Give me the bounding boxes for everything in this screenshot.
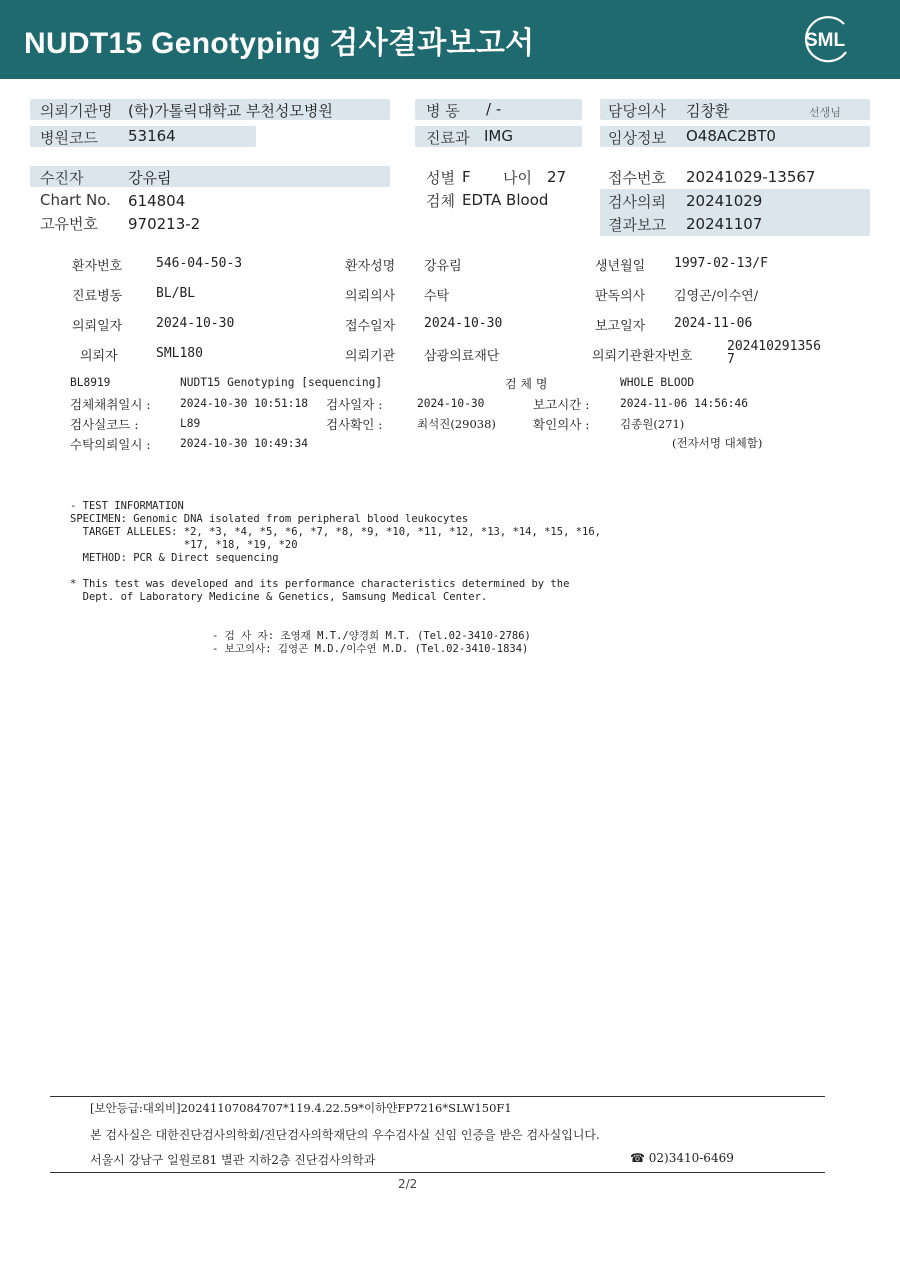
consign-value: 2024-10-30 10:49:34 — [180, 437, 308, 450]
institution-value: (학)가톨릭대학교 부천성모병원 — [128, 102, 333, 120]
org-pt-no-label: 의뢰기관환자번호 — [592, 349, 693, 364]
org-pt-no-value-1: 202410291356 — [727, 339, 821, 354]
confirm-doc-value: 김종원(271) — [620, 417, 685, 431]
consign-label: 수탁의뢰일시 : — [70, 437, 151, 452]
report-value: 20241107 — [686, 215, 763, 233]
clinical-label: 임상정보 — [608, 129, 666, 147]
rpt-date-value: 2024-11-06 — [674, 316, 753, 331]
ward-label: 병 동 — [426, 102, 460, 120]
receipt-label: 접수번호 — [608, 169, 666, 187]
report-header — [0, 0, 900, 79]
age-label: 나이 — [503, 169, 532, 187]
footer-bottom-rule — [50, 1172, 825, 1173]
svg-text:SML: SML — [804, 30, 846, 51]
patient-label: 수진자 — [40, 169, 84, 187]
footer-top-rule — [50, 1096, 825, 1097]
rcv-date-value: 2024-10-30 — [424, 316, 503, 331]
info-line: SPECIMEN: Genomic DNA isolated from peripheral blood leukocytes — [70, 513, 469, 525]
doctor-value: 김창환 — [686, 102, 730, 120]
collect-value: 2024-10-30 10:51:18 — [180, 397, 308, 410]
collect-label: 검체채취일시 : — [70, 397, 151, 412]
req-doc-value: 수탁 — [424, 289, 450, 304]
page-number: 2/2 — [398, 1177, 418, 1191]
sml-logo-icon — [798, 14, 852, 66]
specimen-name-value: WHOLE BLOOD — [620, 376, 695, 389]
tester-line: - 검 사 자: 조영재 M.T./양경희 M.T. (Tel.02-3410-2786) — [212, 630, 531, 642]
report-time-label: 보고시간 : — [533, 397, 590, 412]
pt-no-value: 546-04-50-3 — [156, 256, 243, 271]
doctor-suffix: 선생님 — [809, 106, 841, 119]
hospital-code-label: 병원코드 — [40, 129, 98, 147]
patient-value: 강유림 — [128, 169, 172, 187]
report-time-value: 2024-11-06 14:56:46 — [620, 397, 748, 410]
org-pt-no-value-2: 7 — [727, 352, 735, 367]
clinical-value: O48AC2BT0 — [686, 127, 776, 145]
sex-value: F — [462, 168, 471, 186]
pt-name-label: 환자성명 — [345, 259, 396, 274]
pt-name-value: 강유림 — [424, 259, 462, 274]
lab-code-value: L89 — [180, 417, 201, 430]
info-line: * This test was developed and its performance characteristics determined by the — [70, 578, 570, 590]
ward-value: / - — [486, 100, 502, 118]
receipt-value: 20241029-13567 — [686, 168, 816, 186]
exam-name: NUDT15 Genotyping [sequencing] — [180, 376, 383, 389]
specimen-label: 검체 — [426, 192, 455, 210]
unique-no-value: 970213-2 — [128, 215, 201, 233]
lab-code-label: 검사실코드 : — [70, 417, 139, 432]
address-line: 서울시 강남구 일원로81 별관 지하2층 진단검사의학과 — [90, 1153, 376, 1167]
report-label: 결과보고 — [608, 216, 666, 234]
test-date-label: 검사일자 : — [326, 397, 383, 412]
info-line: - TEST INFORMATION — [70, 500, 184, 512]
birth-label: 생년월일 — [595, 259, 646, 274]
dept-label: 진료과 — [426, 129, 470, 147]
rcv-date-label: 접수일자 — [345, 319, 396, 334]
reader-label: 판독의사 — [595, 289, 646, 304]
req-date-label: 의뢰일자 — [72, 319, 123, 334]
requester-value: SML180 — [156, 346, 203, 361]
exam-code: BL8919 — [70, 376, 111, 389]
specimen-name-label: 검 체 명 — [505, 377, 548, 391]
doctor-label: 담당의사 — [608, 102, 666, 120]
confirm-doc-label: 확인의사 : — [533, 417, 590, 432]
req-doc-label: 의뢰의사 — [345, 289, 396, 304]
info-line: METHOD: PCR & Direct sequencing — [70, 552, 279, 564]
phone-line: ☎ 02)3410-6469 — [630, 1151, 734, 1165]
request-value: 20241029 — [686, 192, 763, 210]
req-org-label: 의뢰기관 — [345, 349, 396, 364]
reader-value: 김영곤/이수연/ — [674, 289, 759, 304]
info-line: TARGET ALLELES: *2, *3, *4, *5, *6, *7, *8, *9, *10, *11, *12, *13, *14, *15, *16, — [70, 526, 602, 538]
security-line: [보안등급:대외비]20241107084707*119.4.22.59*이하얀FP7216*SLW150F1 — [90, 1101, 512, 1115]
institution-label: 의뢰기관명 — [40, 102, 113, 120]
birth-value: 1997-02-13/F — [674, 256, 768, 271]
request-label: 검사의뢰 — [608, 193, 666, 211]
hospital-code-value: 53164 — [128, 127, 176, 145]
dept-value: IMG — [484, 127, 513, 145]
patient-row-bg — [30, 166, 390, 187]
confirm-label: 검사확인 : — [326, 417, 383, 432]
ward2-label: 진료병동 — [72, 289, 123, 304]
certification-line: 본 검사실은 대한진단검사의학회/진단검사의학재단의 우수검사실 신임 인증을 받은 검사실입니다. — [90, 1128, 600, 1142]
req-org-value: 삼광의료재단 — [424, 349, 500, 364]
confirm-value: 최석진(29038) — [417, 417, 496, 431]
specimen-value: EDTA Blood — [462, 191, 549, 209]
requester-label: 의뢰자 — [80, 349, 118, 364]
report-title: NUDT15 Genotyping 검사결과보고서 — [24, 27, 535, 60]
chart-no-value: 614804 — [128, 192, 186, 210]
age-value: 27 — [547, 168, 567, 186]
esign-note: (전자서명 대체함) — [672, 436, 763, 450]
unique-no-label: 고유번호 — [40, 215, 98, 233]
pt-no-label: 환자번호 — [72, 259, 123, 274]
reporter-line: - 보고의사: 김영곤 M.D./이수연 M.D. (Tel.02-3410-1834) — [212, 643, 529, 655]
rpt-date-label: 보고일자 — [595, 319, 646, 334]
sex-label: 성별 — [426, 169, 455, 187]
info-line: Dept. of Laboratory Medicine & Genetics, Samsung Medical Center. — [70, 591, 488, 603]
req-date-value: 2024-10-30 — [156, 316, 235, 331]
ward2-value: BL/BL — [156, 286, 196, 301]
chart-no-label: Chart No. — [40, 191, 111, 209]
info-line: *17, *18, *19, *20 — [70, 539, 298, 551]
test-date-value: 2024-10-30 — [417, 397, 485, 410]
